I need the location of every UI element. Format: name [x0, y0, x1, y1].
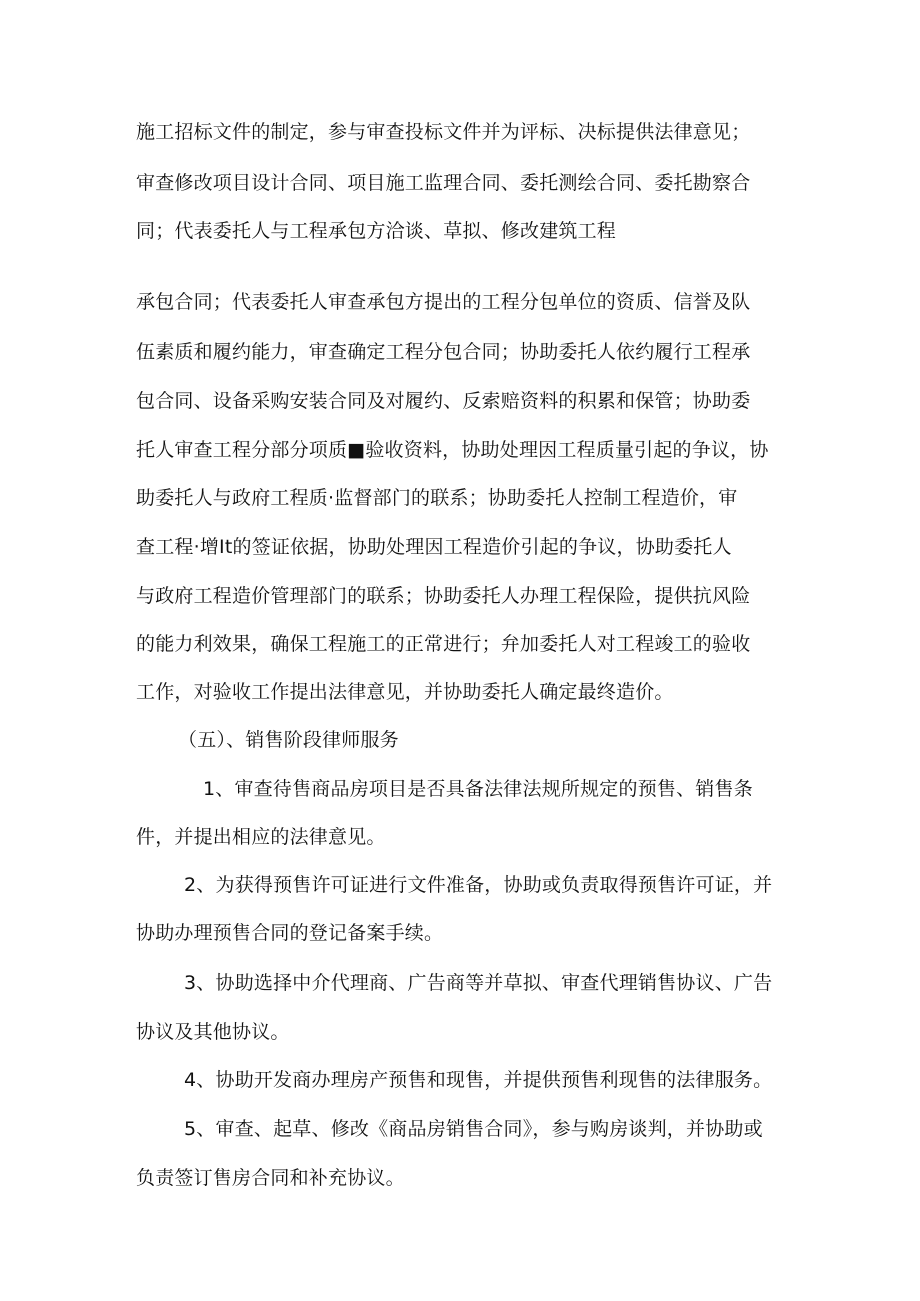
paragraph-line: 与政府工程造价管理部门的联系；协助委托人办理工程保险，提供抗风险: [136, 585, 751, 607]
list-item-line: 3、协助选择中介代理商、广告商等并草拟、审查代理销售协议、广告: [184, 972, 773, 994]
list-item-line: 协助办理预售合同的登记备案手续。: [136, 922, 444, 944]
list-item-line: 4、协助开发商办理房产预售和现售，并提供预售利现售的法律服务。: [184, 1069, 773, 1091]
list-item-line: 件，并提出相应的法律意见。: [136, 826, 386, 848]
list-item-line: 协议及其他协议。: [136, 1021, 290, 1043]
paragraph-line: 施工招标文件的制定，参与审查投标文件并为评标、决标提供法律意见；: [136, 121, 751, 143]
paragraph-line: 伍素质和履约能力，审查确定工程分包合同；协助委托人依约履行工程承: [136, 341, 751, 363]
paragraph-line: 包合同、设备采购安装合同及对履约、反索赔资料的积累和保管；协助委: [136, 390, 751, 412]
list-item-line: 5、审查、起草、修改《商品房销售合同》，参与购房谈判，并协助或: [184, 1118, 763, 1140]
list-item-line: 2、为获得预售许可证进行文件准备，协助或负责取得预售许可证，并: [184, 874, 773, 896]
paragraph-line: 工作，对验收工作提出法律意见，并协助委托人确定最终造价。: [136, 681, 674, 703]
paragraph-line: 承包合同；代表委托人审查承包方提出的工程分包单位的资质、信誉及队: [136, 291, 751, 313]
list-item-line: 负责签订售房合同和补充协议。: [136, 1167, 405, 1189]
paragraph-line: 托人审查工程分部分项质■验收资料，协助处理因工程质量引起的争议，协: [136, 439, 769, 461]
section-heading: （五）、销售阶段律师服务: [178, 729, 399, 751]
paragraph-line: 审查修改项目设计合同、项目施工监理合同、委托测绘合同、委托勘察合: [136, 172, 751, 194]
paragraph-line: 助委托人与政府工程质·监督部门的联系；协助委托人控制工程造价，审: [136, 487, 738, 509]
paragraph-line: 的能力利效果，确保工程施工的正常进行；弁加委托人对工程竣工的验收: [136, 633, 751, 655]
list-item-line: 1、审查待售商品房项目是否具备法律法规所规定的预售、销售条: [203, 778, 753, 800]
paragraph-line: 查工程·增It的签证依据，协助处理因工程造价引起的争议，协助委托人: [136, 536, 732, 558]
paragraph-line: 同；代表委托人与工程承包方洽谈、草拟、修改建筑工程: [136, 220, 617, 242]
